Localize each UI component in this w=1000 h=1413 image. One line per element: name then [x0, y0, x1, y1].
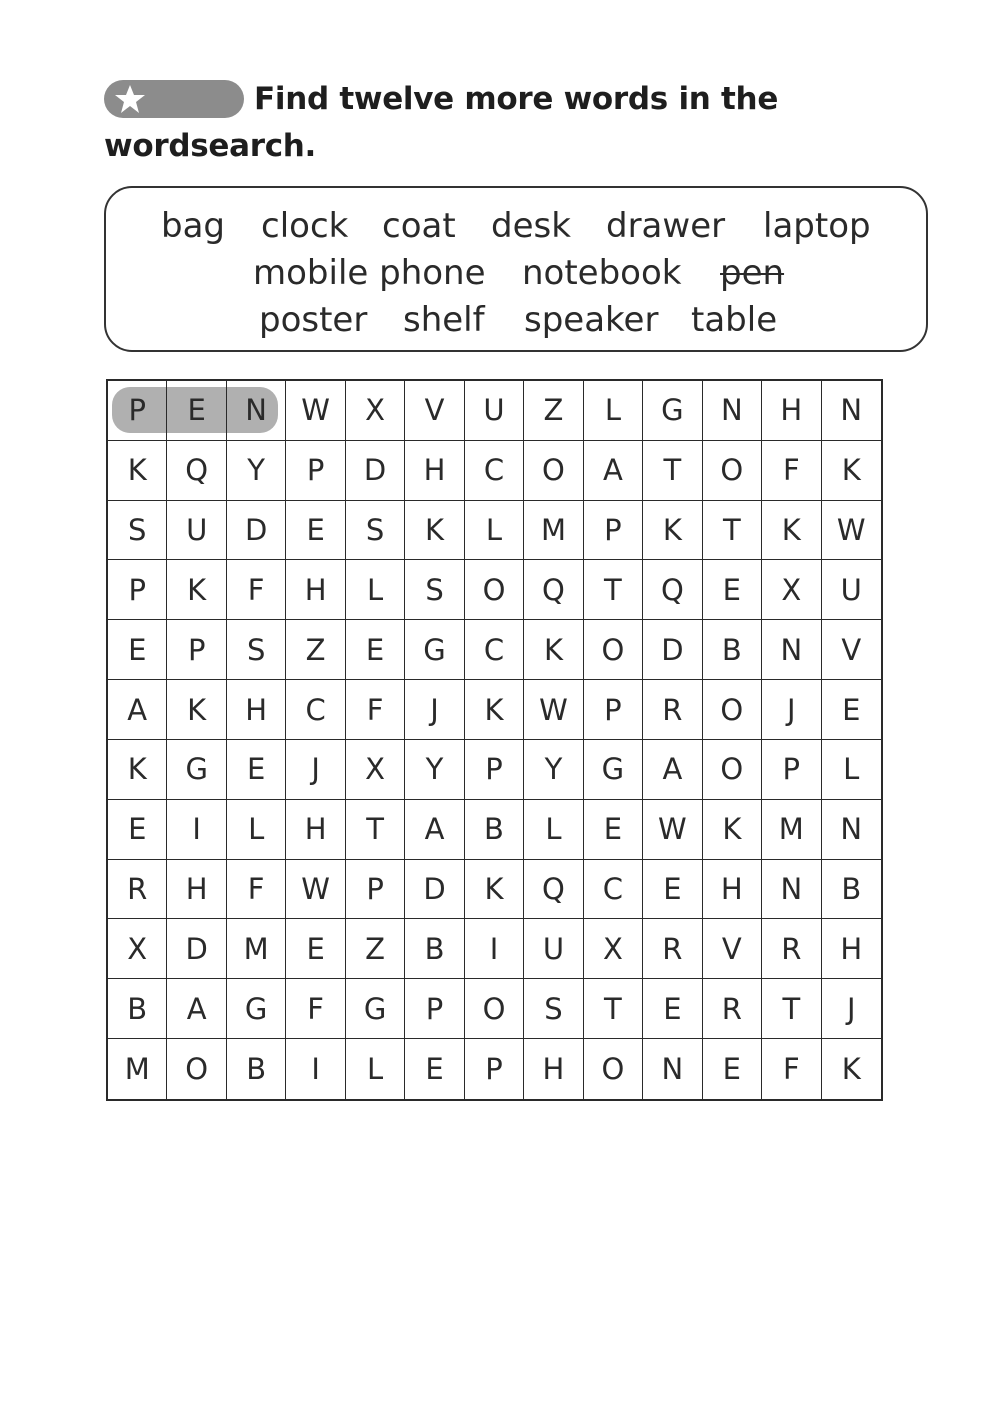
grid-cell-r3-c1[interactable]: S	[108, 501, 167, 561]
grid-cell-r12-c7[interactable]: P	[465, 1039, 524, 1099]
grid-cell-r4-c4[interactable]: H	[286, 560, 345, 620]
grid-cell-r8-c7[interactable]: B	[465, 800, 524, 860]
word-coat: coat	[382, 206, 456, 246]
grid-cell-r2-c9[interactable]: A	[584, 441, 643, 501]
grid-cell-r6-c6[interactable]: J	[405, 680, 464, 740]
grid-cell-r12-c11[interactable]: E	[703, 1039, 762, 1099]
wordsearch-grid	[106, 379, 883, 1101]
grid-cell-r12-c4[interactable]: I	[286, 1039, 345, 1099]
grid-cell-r8-c11[interactable]: K	[703, 800, 762, 860]
grid-cell-r3-c6[interactable]: K	[405, 501, 464, 561]
grid-cell-r12-c12[interactable]: F	[762, 1039, 821, 1099]
word-drawer: drawer	[606, 206, 726, 246]
grid-cell-r5-c3[interactable]: S	[227, 620, 286, 680]
grid-cell-r4-c13[interactable]: U	[822, 560, 881, 620]
grid-cell-r9-c4[interactable]: W	[286, 860, 345, 920]
grid-cell-r9-c3[interactable]: F	[227, 860, 286, 920]
grid-cell-r9-c9[interactable]: C	[584, 860, 643, 920]
word-clock: clock	[261, 206, 349, 246]
grid-cell-r11-c13[interactable]: J	[822, 979, 881, 1039]
word-pen-crossed: pen	[720, 253, 785, 293]
grid-cell-r5-c6[interactable]: G	[405, 620, 464, 680]
grid-cell-r3-c9[interactable]: P	[584, 501, 643, 561]
grid-cell-r4-c7[interactable]: O	[465, 560, 524, 620]
grid-cell-r1-c1[interactable]: P	[108, 381, 167, 441]
grid-cell-r5-c4[interactable]: Z	[286, 620, 345, 680]
grid-cell-r1-c10[interactable]: G	[643, 381, 702, 441]
grid-cell-r1-c12[interactable]: H	[762, 381, 821, 441]
grid-cell-r9-c1[interactable]: R	[108, 860, 167, 920]
grid-cell-r8-c6[interactable]: A	[405, 800, 464, 860]
grid-cell-r11-c12[interactable]: T	[762, 979, 821, 1039]
grid-cell-r4-c11[interactable]: E	[703, 560, 762, 620]
grid-cell-r7-c3[interactable]: E	[227, 740, 286, 800]
grid-cell-r1-c13[interactable]: N	[822, 381, 881, 441]
grid-cell-r7-c1[interactable]: K	[108, 740, 167, 800]
grid-cell-r12-c3[interactable]: B	[227, 1039, 286, 1099]
grid-cell-r4-c9[interactable]: T	[584, 560, 643, 620]
grid-cell-r5-c2[interactable]: P	[167, 620, 226, 680]
grid-cell-r10-c1[interactable]: X	[108, 919, 167, 979]
grid-cell-r10-c4[interactable]: E	[286, 919, 345, 979]
grid-cell-r7-c9[interactable]: G	[584, 740, 643, 800]
grid-cell-r12-c13[interactable]: K	[841, 1052, 861, 1087]
grid-cell-r2-c7[interactable]: C	[465, 441, 524, 501]
grid-cell-r5-c12[interactable]: N	[762, 620, 821, 680]
grid-cell-r10-c7[interactable]: I	[465, 919, 524, 979]
grid-cell-r10-c8[interactable]: U	[524, 919, 583, 979]
grid-cell-r8-c2[interactable]: I	[167, 800, 226, 860]
grid-cell-r6-c9[interactable]: P	[584, 680, 643, 740]
grid-cell-r7-c6[interactable]: Y	[405, 740, 464, 800]
grid-cell-r6-c10[interactable]: R	[643, 680, 702, 740]
grid-cell-r2-c8[interactable]: O	[524, 441, 583, 501]
grid-cell-r4-c6[interactable]: S	[405, 560, 464, 620]
grid-cell-r11-c7[interactable]: O	[465, 979, 524, 1039]
grid-cell-r4-c1[interactable]: P	[108, 560, 167, 620]
grid-cell-r3-c3[interactable]: D	[227, 501, 286, 561]
grid-cell-r3-c7[interactable]: L	[465, 501, 524, 561]
grid-cell-r11-c2[interactable]: A	[167, 979, 226, 1039]
grid-cell-r1-c9[interactable]: L	[584, 381, 643, 441]
grid-cell-r5-c5[interactable]: E	[346, 620, 405, 680]
grid-cell-r2-c4[interactable]: P	[286, 441, 345, 501]
grid-cell-r6-c1[interactable]: A	[108, 680, 167, 740]
grid-cell-r2-c13[interactable]: K	[822, 441, 881, 501]
grid-cell-r4-c12[interactable]: X	[762, 560, 821, 620]
grid-cell-r7-c13[interactable]: L	[822, 740, 881, 800]
grid-cell-r12-c10[interactable]: N	[643, 1039, 702, 1099]
grid-cell-r8-c10[interactable]: W	[643, 800, 702, 860]
grid-cell-r9-c13[interactable]: B	[822, 860, 881, 920]
word-desk: desk	[491, 206, 571, 246]
grid-cell-r5-c1[interactable]: E	[108, 620, 167, 680]
grid-cell-r11-c11[interactable]: R	[703, 979, 762, 1039]
grid-cell-r6-c2[interactable]: K	[167, 680, 226, 740]
grid-cell-r10-c6[interactable]: B	[405, 919, 464, 979]
grid-cell-r10-c12[interactable]: R	[762, 919, 821, 979]
grid-cell-r1-c3[interactable]: N	[227, 381, 286, 441]
grid-cell-r6-c7[interactable]: K	[465, 680, 524, 740]
grid-cell-r9-c5[interactable]: P	[346, 860, 405, 920]
grid-cell-r6-c12[interactable]: J	[762, 680, 821, 740]
grid-cell-r12-c5[interactable]: L	[346, 1039, 405, 1099]
grid-cell-r6-c8[interactable]: W	[524, 680, 583, 740]
grid-cell-r6-c11[interactable]: O	[703, 680, 762, 740]
grid-cell-r7-c4[interactable]: J	[286, 740, 345, 800]
grid-cell-r12-c2[interactable]: O	[167, 1039, 226, 1099]
grid-cell-r11-c1[interactable]: B	[108, 979, 167, 1039]
grid-cell-r2-c12[interactable]: F	[762, 441, 821, 501]
grid-cell-r3-c12[interactable]: K	[762, 501, 821, 561]
grid-cell-r3-c11[interactable]: T	[703, 501, 762, 561]
grid-cell-r10-c5[interactable]: Z	[346, 919, 405, 979]
grid-cell-r3-c10[interactable]: K	[643, 501, 702, 561]
grid-cell-r10-c11[interactable]: V	[703, 919, 762, 979]
grid-cell-r3-c4[interactable]: E	[286, 501, 345, 561]
grid-cell-r6-c4[interactable]: C	[286, 680, 345, 740]
grid-cell-r9-c12[interactable]: N	[762, 860, 821, 920]
grid-cell-r5-c11[interactable]: B	[703, 620, 762, 680]
grid-cell-r12-c8[interactable]: H	[524, 1039, 583, 1099]
grid-cell-r3-c2[interactable]: U	[167, 501, 226, 561]
grid-cell-r8-c1[interactable]: E	[108, 800, 167, 860]
grid-cell-r11-c9[interactable]: T	[584, 979, 643, 1039]
grid-cell-r9-c6[interactable]: D	[405, 860, 464, 920]
word-speaker: speaker	[524, 300, 659, 340]
grid-cell-r2-c1[interactable]: K	[108, 441, 167, 501]
grid-cell-r9-c8[interactable]: Q	[524, 860, 583, 920]
grid-cell-r3-c8[interactable]: M	[524, 501, 583, 561]
grid-cell-r10-c13[interactable]: H	[822, 919, 881, 979]
grid-cell-r3-c13[interactable]: W	[822, 501, 881, 561]
grid-cell-r9-c10[interactable]: E	[643, 860, 702, 920]
grid-cell-r7-c12[interactable]: P	[762, 740, 821, 800]
grid-cell-r5-c8[interactable]: K	[524, 620, 583, 680]
word-notebook: notebook	[522, 253, 682, 293]
grid-cell-r4-c3[interactable]: F	[227, 560, 286, 620]
grid-cell-r5-c10[interactable]: D	[643, 620, 702, 680]
word-shelf: shelf	[403, 300, 485, 340]
grid-cell-r11-c4[interactable]: F	[286, 979, 345, 1039]
grid-cell-r4-c8[interactable]: Q	[524, 560, 583, 620]
grid-cell-r11-c10[interactable]: E	[643, 979, 702, 1039]
word-laptop: laptop	[763, 206, 871, 246]
instruction-text: Find twelve more words in the wordsearch.	[104, 81, 779, 164]
grid-cell-r2-c6[interactable]: H	[405, 441, 464, 501]
grid-cell-r3-c5[interactable]: S	[346, 501, 405, 561]
grid-cell-r7-c2[interactable]: G	[167, 740, 226, 800]
grid-cell-r5-c13[interactable]: V	[822, 620, 881, 680]
grid-cell-r10-c3[interactable]: M	[227, 919, 286, 979]
grid-cell-r4-c10[interactable]: Q	[643, 560, 702, 620]
grid-cell-r12-c9[interactable]: O	[584, 1039, 643, 1099]
grid-cell-r2-c5[interactable]: D	[346, 441, 405, 501]
grid-cell-r8-c8[interactable]: L	[524, 800, 583, 860]
grid-cell-r8-c5[interactable]: T	[346, 800, 405, 860]
word-list-box	[104, 186, 928, 352]
grid-cell-r8-c12[interactable]: M	[762, 800, 821, 860]
grid-cell-r12-c6[interactable]: E	[405, 1039, 464, 1099]
grid-cell-r12-c1[interactable]: M	[108, 1039, 167, 1099]
grid-cell-r1-c7[interactable]: U	[465, 381, 524, 441]
grid-cell-r9-c11[interactable]: H	[703, 860, 762, 920]
grid-cell-r6-c3[interactable]: H	[227, 680, 286, 740]
grid-cell-r8-c9[interactable]: E	[584, 800, 643, 860]
grid-cell-r1-c4[interactable]: W	[286, 381, 345, 441]
grid-cell-r5-c7[interactable]: C	[465, 620, 524, 680]
grid-cell-r6-c5[interactable]: F	[346, 680, 405, 740]
grid-cell-r9-c2[interactable]: H	[167, 860, 226, 920]
grid-cell-r7-c7[interactable]: P	[465, 740, 524, 800]
grid-cell-r2-c10[interactable]: T	[643, 441, 702, 501]
grid-cell-r10-c10[interactable]: R	[643, 919, 702, 979]
grid-cell-r8-c4[interactable]: H	[286, 800, 345, 860]
grid-cell-r7-c10[interactable]: A	[643, 740, 702, 800]
grid-cell-r7-c8[interactable]: Y	[524, 740, 583, 800]
grid-cell-r10-c9[interactable]: X	[584, 919, 643, 979]
grid-cell-r8-c3[interactable]: L	[227, 800, 286, 860]
grid-cell-r11-c6[interactable]: P	[405, 979, 464, 1039]
word-table: table	[691, 300, 778, 340]
grid-cell-r1-c6[interactable]: V	[405, 381, 464, 441]
word-bag: bag	[161, 206, 225, 246]
grid-cell-r2-c2[interactable]: Q	[167, 441, 226, 501]
grid-cell-r2-c3[interactable]: Y	[227, 441, 286, 501]
word-mobile-phone: mobile phone	[253, 253, 486, 293]
grid-cell-r5-c9[interactable]: O	[584, 620, 643, 680]
grid-cell-r1-c8[interactable]: Z	[524, 381, 583, 441]
word-poster: poster	[259, 300, 368, 340]
grid-cell-r8-c13[interactable]: N	[822, 800, 881, 860]
grid-cell-r7-c5[interactable]: X	[346, 740, 405, 800]
grid-cell-r11-c3[interactable]: G	[227, 979, 286, 1039]
grid-cell-r11-c8[interactable]: S	[524, 979, 583, 1039]
grid-cell-r9-c7[interactable]: K	[465, 860, 524, 920]
grid-cell-r4-c2[interactable]: K	[167, 560, 226, 620]
grid-cell-r11-c5[interactable]: G	[346, 979, 405, 1039]
grid-cell-r1-c5[interactable]: X	[346, 381, 405, 441]
grid-cell-r6-c13[interactable]: E	[822, 680, 881, 740]
grid-cell-r2-c11[interactable]: O	[703, 441, 762, 501]
grid-cell-r1-c2[interactable]: E	[167, 381, 226, 441]
grid-cell-r4-c5[interactable]: L	[346, 560, 405, 620]
grid-cell-r1-c11[interactable]: N	[703, 381, 762, 441]
grid-cell-r7-c11[interactable]: O	[703, 740, 762, 800]
grid-cell-r10-c2[interactable]: D	[167, 919, 226, 979]
